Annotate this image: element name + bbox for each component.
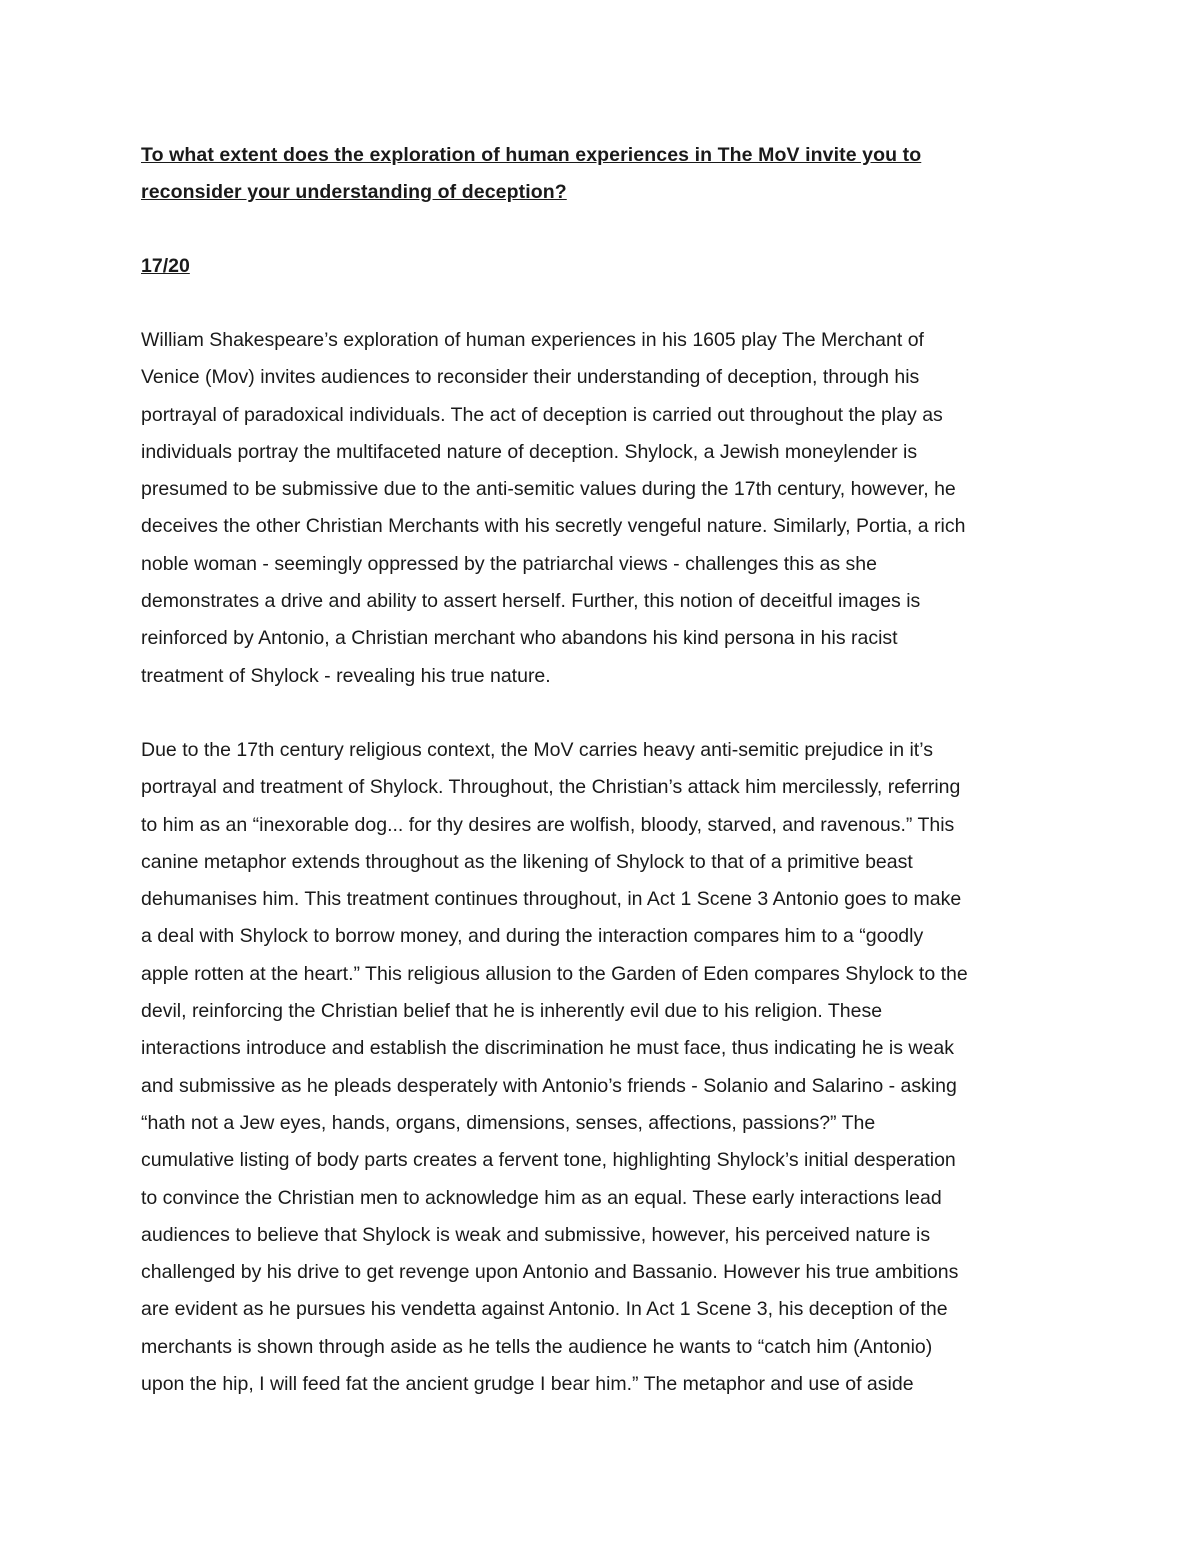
document-body: [141, 137, 1061, 1403]
paragraph-line: cumulative listing of body parts creates a fervent tone, highlighting Shylock’s initial desperation: [141, 1149, 956, 1172]
score-label: 17/20: [141, 255, 190, 277]
paragraph-line: treatment of Shylock - revealing his true nature.: [141, 664, 551, 687]
paragraph-line: deceives the other Christian Merchants with his secretly vengeful nature. Similarly, Portia, a rich: [141, 515, 966, 538]
paragraph-line: a deal with Shylock to borrow money, and during the interaction compares him to a “goodly: [141, 925, 924, 948]
paragraph-line: upon the hip, I will feed fat the ancient grudge I bear him.” The metaphor and use of aside: [141, 1373, 914, 1396]
paragraph-line: portrayal of paradoxical individuals. The act of deception is carried out throughout the play as: [141, 403, 943, 426]
paragraph-body-1: [141, 732, 1061, 1403]
paragraph-line: are evident as he pursues his vendetta against Antonio. In Act 1 Scene 3, his deception of the: [141, 1298, 948, 1321]
paragraph-line: audiences to believe that Shylock is weak and submissive, however, his perceived nature is: [141, 1223, 931, 1246]
paragraph-line: Due to the 17th century religious context, the MoV carries heavy anti-semitic prejudice in it’s: [141, 738, 933, 761]
paragraph-line: portrayal and treatment of Shylock. Throughout, the Christian’s attack him mercilessly, referring: [141, 776, 961, 799]
paragraph-line: merchants is shown through aside as he tells the audience he wants to “catch him (Antonio): [141, 1335, 933, 1358]
paragraph-line: dehumanises him. This treatment continues throughout, in Act 1 Scene 3 Antonio goes to make: [141, 888, 962, 911]
paragraph-line: canine metaphor extends throughout as the likening of Shylock to that of a primitive beast: [141, 850, 913, 873]
paragraph-line: interactions introduce and establish the discrimination he must face, thus indicating he is weak: [141, 1037, 954, 1060]
paragraph-line: devil, reinforcing the Christian belief that he is inherently evil due to his religion. These: [141, 1000, 883, 1023]
paragraph-line: individuals portray the multifaceted nature of deception. Shylock, a Jewish moneylender is: [141, 440, 918, 463]
paragraph-line: William Shakespeare’s exploration of human experiences in his 1605 play The Merchant of: [141, 329, 924, 351]
paragraph-line: and submissive as he pleads desperately with Antonio’s friends - Solanio and Salarino - asking: [141, 1074, 957, 1097]
paragraph-line: to convince the Christian men to acknowledge him as an equal. These early interactions lead: [141, 1186, 942, 1209]
paragraph-line: “hath not a Jew eyes, hands, organs, dimensions, senses, affections, passions?” The: [141, 1111, 876, 1134]
paragraph-line: demonstrates a drive and ability to assert herself. Further, this notion of deceitful images is: [141, 590, 921, 613]
title-line-1: To what extent does the exploration of human experiences in The MoV invite you to: [141, 144, 922, 166]
paragraph-line: apple rotten at the heart.” This religious allusion to the Garden of Eden compares Shylock to the: [141, 962, 968, 985]
paragraph-line: presumed to be submissive due to the anti-semitic values during the 17th century, however, he: [141, 478, 956, 501]
paragraph-line: challenged by his drive to get revenge upon Antonio and Bassanio. However his true ambitions: [141, 1261, 959, 1284]
essay-question-title: [141, 137, 1061, 211]
title-line-2: reconsider your understanding of deception?: [141, 181, 567, 203]
paragraph-line: reinforced by Antonio, a Christian merchant who abandons his kind persona in his racist: [141, 627, 898, 650]
paragraph-line: to him as an “inexorable dog... for thy desires are wolfish, bloody, starved, and ravenous.” This: [141, 813, 955, 836]
paragraph-line: Venice (Mov) invites audiences to reconsider their understanding of deception, through his: [141, 366, 920, 389]
paragraph-line: noble woman - seemingly oppressed by the patriarchal views - challenges this as she: [141, 552, 877, 575]
paragraph-introduction: [141, 322, 1061, 695]
